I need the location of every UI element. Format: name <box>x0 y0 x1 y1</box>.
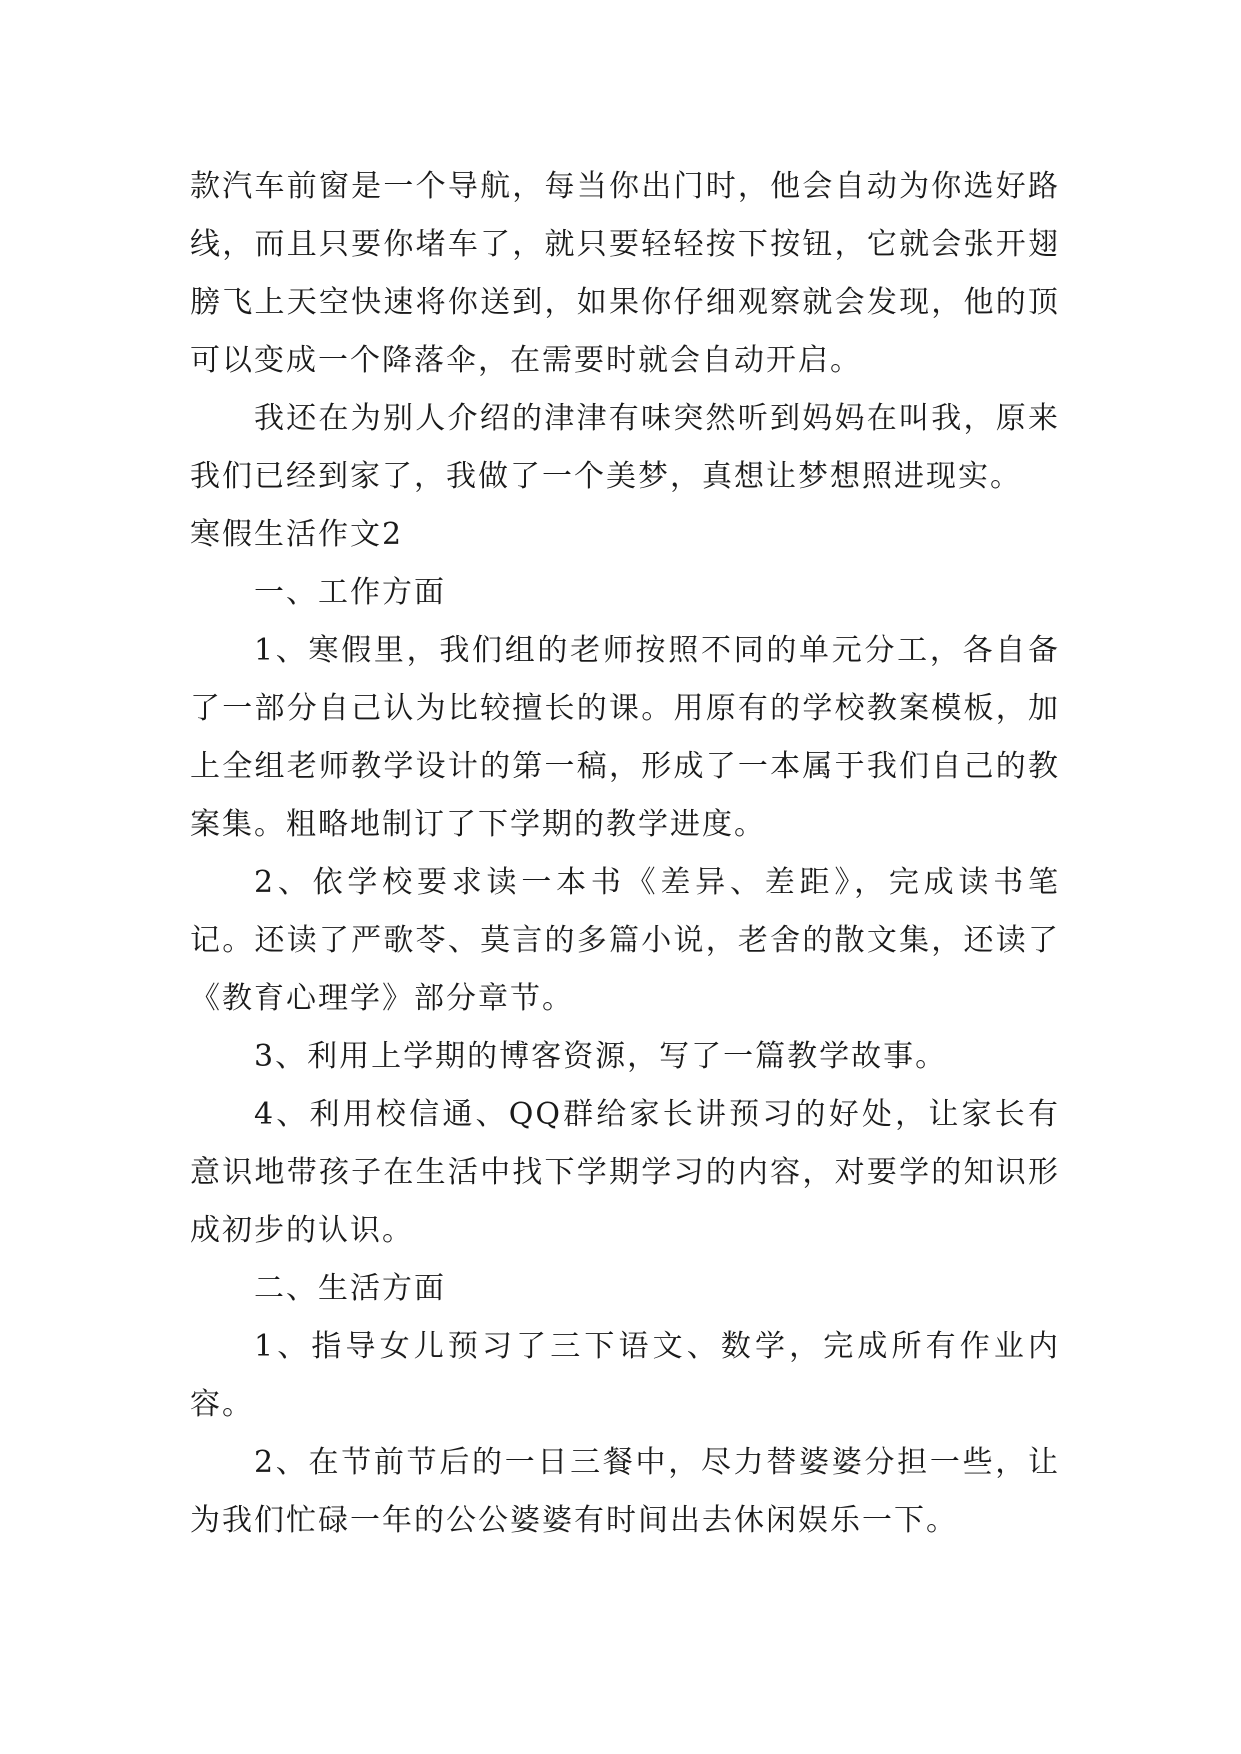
work-item-1: 1、寒假里，我们组的老师按照不同的单元分工，各自备了一部分自己认为比较擅长的课。用原有的学校教案模板，加上全组老师教学设计的第一稿，形成了一本属于我们自己的教案集。粗略地制订了下学期的教学进度。 <box>190 633 1060 842</box>
section-heading-work: 一、工作方面 <box>254 575 446 610</box>
work-item-4: 4、利用校信通、QQ群给家长讲预习的好处，让家长有意识地带孩子在生活中找下学期学习的内容，对要学的知识形成初步的认识。 <box>190 1097 1060 1248</box>
section-heading-life: 二、生活方面 <box>254 1271 446 1306</box>
work-item-2: 2、依学校要求读一本书《差异、差距》，完成读书笔记。还读了严歌苓、莫言的多篇小说，老舍的散文集，还读了《教育心理学》部分章节。 <box>190 865 1060 1016</box>
document-body <box>190 158 1060 1550</box>
life-item-2: 2、在节前节后的一日三餐中，尽力替婆婆分担一些，让为我们忙碌一年的公公婆婆有时间出去休闲娱乐一下。 <box>190 1445 1060 1538</box>
paragraph-car-description: 款汽车前窗是一个导航，每当你出门时，他会自动为你选好路线，而且只要你堵车了，就只要轻轻按下按钮，它就会张开翅膀飞上天空快速将你送到，如果你仔细观察就会发现，他的顶可以变成一个降落伞，在需要时就会自动开启。 <box>190 169 1060 378</box>
work-item-3: 3、利用上学期的博客资源，写了一篇教学故事。 <box>254 1039 948 1074</box>
essay-title: 寒假生活作文2 <box>190 517 404 552</box>
paragraph-dream-ending: 我还在为别人介绍的津津有味突然听到妈妈在叫我，原来我们已经到家了，我做了一个美梦，真想让梦想照进现实。 <box>190 401 1060 494</box>
life-item-1: 1、指导女儿预习了三下语文、数学，完成所有作业内容。 <box>190 1329 1060 1422</box>
